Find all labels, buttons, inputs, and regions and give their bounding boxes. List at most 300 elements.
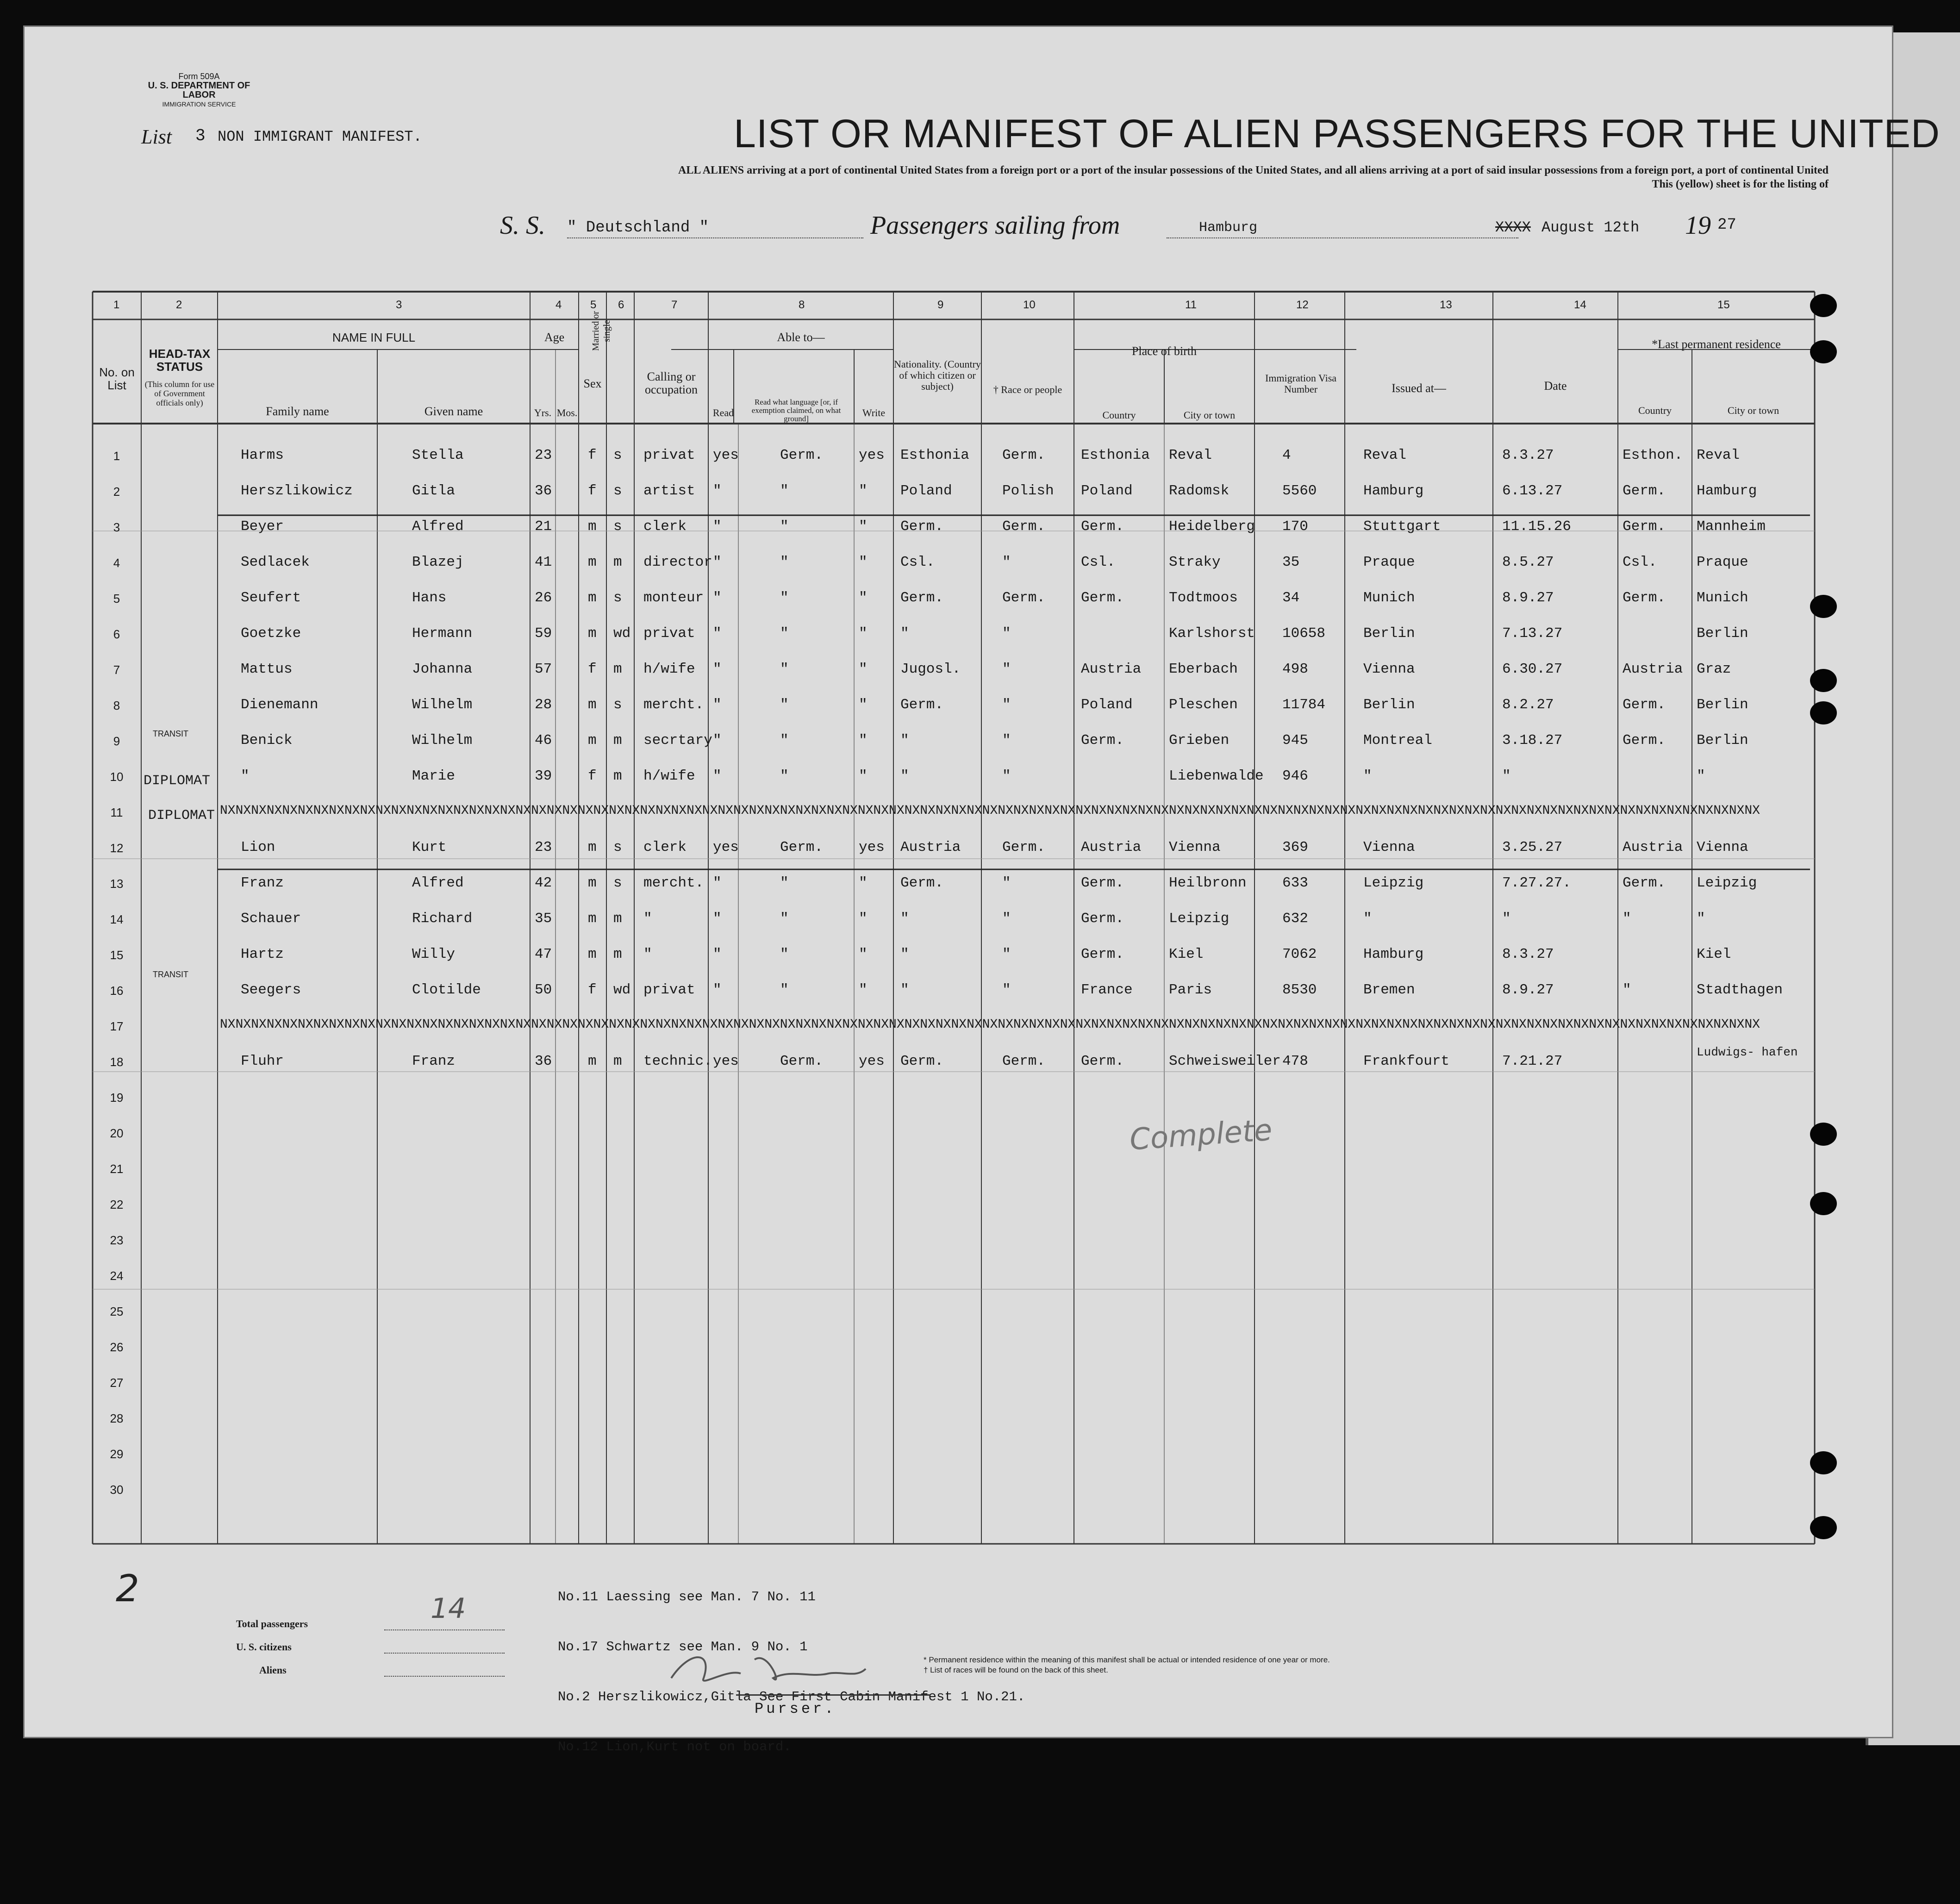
date-cell: 7.21.27 [1502,1053,1563,1069]
given-name-cell: Hans [412,590,447,606]
residence-city-cell: Praque [1697,554,1748,570]
marital-status-cell: s [613,590,622,606]
occupation-cell: monteur [643,590,704,606]
date-cell: 3.18.27 [1502,732,1563,749]
family-name-cell: Schauer [241,911,301,927]
cancelled-row: NXNXNXNXNXNXNXNXNXNXNXNXNXNXNXNXNXNXNXNXNXNXNXNXNXNXNXNXNXNXNXNXNXNXNXNXNXNXNXNXNXNXNXNXNXNXNXNXNXNXNXNXNXNXNXNXNXNXNXNXNXNXNXNXNXNXNXNXNXNXNXNXNXNXNXNXNXNXNXNXNXNXNXNXNXNXNXNXNXNXNXNXNXNXNXNXNXNXNX [220,1018,1760,1032]
race-cell: " [1002,732,1011,749]
residence-city-cell: Mannheim [1697,518,1766,535]
age-cell: 41 [535,554,552,570]
family-name-cell: Harms [241,447,284,463]
family-name-cell: Dienemann [241,697,318,713]
write-cell: " [859,732,868,749]
residence-city-cell: Ludwigs- hafen [1697,1045,1798,1059]
col-number: 7 [671,299,678,311]
nationality-cell: " [900,946,909,962]
row-number: 2 [113,485,120,499]
language-cell: " [780,982,789,998]
nationality-cell: Jugosl. [900,661,961,677]
write-cell: " [859,483,868,499]
purser-label: Purser. [755,1700,836,1717]
race-cell: Polish [1002,483,1054,499]
write-cell: " [859,661,868,677]
issued-at-cell: Hamburg [1363,483,1424,499]
given-name-cell: Marie [412,768,456,784]
birth-city-cell: Radomsk [1169,483,1230,499]
visa-number-cell: 945 [1282,732,1308,749]
nationality-cell: Csl. [900,554,935,570]
language-cell: " [780,590,789,606]
family-name-cell: Fluhr [241,1053,284,1069]
family-name-cell: " [241,768,250,784]
footnote-star: * Permanent residence within the meaning of this manifest shall be actual or intended residence of one year or more. [924,1655,1330,1664]
residence-city-cell: Stadthagen [1697,982,1783,998]
row-number: 8 [113,699,120,712]
birth-country-cell: Germ. [1081,590,1124,606]
footnote-dagger: † List of races will be found on the back of this sheet. [924,1666,1108,1674]
birth-country-cell: Esthonia [1081,447,1150,463]
nationality-cell: " [900,911,909,927]
sex-cell: m [588,590,597,606]
issued-at-cell: Reval [1363,447,1407,463]
marital-status-cell: s [613,839,622,855]
header-sex: Sex [583,377,602,390]
language-cell: " [780,518,789,535]
row-number: 7 [113,663,120,677]
age-cell: 35 [535,911,552,927]
header-birth-city: City or town [1183,409,1236,421]
row-number: 24 [110,1269,124,1283]
visa-number-cell: 35 [1282,554,1300,570]
marital-status-cell: s [613,518,622,535]
row-number: 18 [110,1055,124,1069]
write-cell: " [859,590,868,606]
header-able-to: Able to— [777,331,825,344]
issued-at-cell: Hamburg [1363,946,1424,962]
family-name-cell: Seufert [241,590,301,606]
header-residence-country: Country [1638,405,1672,416]
nationality-cell: " [900,732,909,749]
residence-country-cell: " [1623,911,1631,927]
cancelled-row: NXNXNXNXNXNXNXNXNXNXNXNXNXNXNXNXNXNXNXNXNXNXNXNXNXNXNXNXNXNXNXNXNXNXNXNXNXNXNXNXNXNXNXNXNXNXNXNXNXNXNXNXNXNXNXNXNXNXNXNXNXNXNXNXNXNXNXNXNXNXNXNXNXNXNXNXNXNXNXNXNXNXNXNXNXNXNXNXNXNXNXNXNXNXNXNXNXNXNX [220,804,1760,818]
birth-city-cell: Leipzig [1169,911,1230,927]
family-name-cell: Goetzke [241,625,301,642]
date-cell: " [1502,768,1511,784]
write-cell: " [859,946,868,962]
binder-hole [1810,595,1837,618]
write-cell: " [859,554,868,570]
language-cell: " [780,768,789,784]
visa-number-cell: 946 [1282,768,1308,784]
date-cell: 8.3.27 [1502,447,1554,463]
footnote-legend [924,1655,1479,1675]
total-passengers-label: Total passengers [236,1618,308,1629]
read-cell: " [713,661,722,677]
visa-number-cell: 369 [1282,839,1308,855]
sex-cell: m [588,518,597,535]
sex-cell: m [588,554,597,570]
row-number: 10 [110,770,124,784]
occupation-cell: h/wife [643,768,695,784]
write-cell: yes [859,839,885,855]
occupation-cell: " [643,946,652,962]
race-cell: " [1002,554,1011,570]
visa-number-cell: 11784 [1282,697,1326,713]
age-cell: 50 [535,982,552,998]
birth-country-cell: Germ. [1081,732,1124,749]
col-number: 14 [1574,299,1586,311]
visa-number-cell: 170 [1282,518,1308,535]
row-number: 4 [113,556,120,570]
date-cell: 8.9.27 [1502,590,1554,606]
birth-country-cell: Germ. [1081,875,1124,891]
issued-at-cell: Montreal [1363,732,1432,749]
header-last-residence: *Last permanent residence [1652,337,1781,351]
row-number: 5 [113,592,120,606]
occupation-cell: clerk [643,839,687,855]
write-cell: " [859,697,868,713]
department-label: U. S. DEPARTMENT OF LABOR [148,81,250,100]
residence-city-cell: Leipzig [1697,875,1757,891]
header-family-name: Family name [266,405,329,418]
occupation-cell: secrtary [643,732,712,749]
occupation-cell: privat [643,447,695,463]
read-cell: " [713,982,722,998]
footnote-17: No.17 Schwartz see Man. 9 No. 1 [558,1639,808,1654]
occupation-cell: mercht. [643,875,704,891]
date-cell: " [1502,911,1511,927]
given-name-cell: Johanna [412,661,473,677]
race-cell: " [1002,661,1011,677]
birth-country-cell: Csl. [1081,554,1116,570]
row-number: 23 [110,1233,124,1247]
service-label: IMMIGRATION SERVICE [162,100,236,108]
sex-cell: m [588,625,597,642]
race-cell: " [1002,911,1011,927]
residence-city-cell: Berlin [1697,732,1748,749]
residence-country-cell: Esthon. [1623,447,1683,463]
handwritten-complete: Complete [1128,1113,1273,1157]
residence-city-cell: Berlin [1697,625,1748,642]
marital-status-cell: m [613,946,622,962]
binder-hole [1810,701,1837,724]
given-name-cell: Wilhelm [412,732,473,749]
visa-number-cell: 4 [1282,447,1291,463]
race-cell: Germ. [1002,518,1046,535]
us-citizens-label: U. S. citizens [236,1641,292,1653]
issued-at-cell: " [1363,768,1372,784]
binder-hole [1810,669,1837,692]
row-number: 3 [113,520,120,534]
col-number: 2 [176,299,182,311]
visa-number-cell: 498 [1282,661,1308,677]
col-number: 9 [937,299,944,311]
row-number: 9 [113,734,120,748]
row-number: 13 [110,877,124,891]
nationality-cell: Germ. [900,1053,944,1069]
residence-country-cell: Germ. [1623,732,1666,749]
date-cell: 6.13.27 [1502,483,1563,499]
sex-cell: m [588,1053,597,1069]
date-cell: 11.15.26 [1502,518,1571,535]
us-citizens-line [384,1653,505,1654]
given-name-cell: Alfred [412,518,464,535]
header-no-on-list: No. on List [99,365,135,392]
ship-name: " Deutschland " [567,219,709,237]
transit-stamp: TRANSIT [153,729,189,738]
sex-cell: f [588,768,597,784]
residence-city-cell: Hamburg [1697,483,1757,499]
residence-country-cell: Germ. [1623,518,1666,535]
read-cell: " [713,483,722,499]
birth-city-cell: Heilbronn [1169,875,1247,891]
marital-status-cell: s [613,697,622,713]
marital-status-cell: m [613,911,622,927]
birth-city-cell: Paris [1169,982,1212,998]
header-nationality: Nationality. (Country of which citizen or subject) [894,358,981,392]
read-cell: yes [713,1053,739,1069]
write-cell: " [859,911,868,927]
family-name-cell: Franz [241,875,284,891]
read-cell: " [713,875,722,891]
purser-signature [662,1641,875,1697]
header-issued-at: Issued at— [1392,381,1446,395]
sex-cell: m [588,839,597,855]
occupation-cell: mercht. [643,697,704,713]
col-number: 4 [556,299,562,311]
race-cell: Germ. [1002,447,1046,463]
sex-cell: m [588,911,597,927]
language-cell: " [780,661,789,677]
marital-status-cell: s [613,483,622,499]
given-name-cell: Franz [412,1053,456,1069]
visa-number-cell: 633 [1282,875,1308,891]
birth-city-cell: Straky [1169,554,1221,570]
language-cell: Germ. [780,1053,824,1069]
occupation-cell: clerk [643,518,687,535]
given-name-cell: Stella [412,447,464,463]
birth-city-cell: Heidelberg [1169,518,1255,535]
col-number: 13 [1440,299,1452,311]
date-cell: 6.30.27 [1502,661,1563,677]
form-number: Form 509A [178,72,220,81]
occupation-cell: privat [643,625,695,642]
marital-status-cell: wd [613,982,631,998]
language-cell: " [780,625,789,642]
nationality-cell: Germ. [900,590,944,606]
row-number: 15 [110,948,124,962]
birth-country-cell: Austria [1081,839,1142,855]
age-cell: 23 [535,447,552,463]
row-number: 17 [110,1019,124,1033]
list-number: 3 [195,126,206,145]
residence-city-cell: Munich [1697,590,1748,606]
write-cell: " [859,625,868,642]
residence-city-cell: Reval [1697,447,1740,463]
issued-at-cell: Berlin [1363,697,1415,713]
age-cell: 21 [535,518,552,535]
col-number: 6 [618,299,624,311]
birth-city-cell: Pleschen [1169,697,1238,713]
col-number: 1 [113,299,120,311]
sailing-from: Hamburg [1199,220,1258,236]
date-cell: 8.5.27 [1502,554,1554,570]
row-number: 1 [113,449,120,463]
write-cell: " [859,982,868,998]
birth-country-cell: Germ. [1081,946,1124,962]
age-cell: 57 [535,661,552,677]
row-number: 20 [110,1126,124,1140]
residence-country-cell: Germ. [1623,697,1666,713]
age-cell: 28 [535,697,552,713]
issued-at-cell: Frankfourt [1363,1053,1450,1069]
residence-city-cell: Berlin [1697,697,1748,713]
marital-status-cell: m [613,554,622,570]
birth-city-cell: Reval [1169,447,1212,463]
sailing-date-struck: XXXX [1495,219,1531,236]
language-cell: " [780,911,789,927]
row-number: 27 [110,1376,124,1390]
total-passengers-value: 14 [431,1592,466,1625]
row-number: 11 [110,805,123,819]
issued-at-cell: Vienna [1363,661,1415,677]
header-residence-city: City or town [1727,405,1779,416]
occupation-cell: technic. [643,1053,712,1069]
header-visa-number: Immigration Visa Number [1265,372,1337,395]
birth-city-cell: Eberbach [1169,661,1238,677]
read-cell: " [713,554,722,570]
residence-country-cell: Csl. [1623,554,1657,570]
nationality-cell: Poland [900,483,952,499]
residence-country-cell: Germ. [1623,875,1666,891]
nationality-cell: Germ. [900,697,944,713]
row-number: 14 [110,912,124,926]
language-cell: Germ. [780,447,824,463]
header-head-tax: HEAD-TAX STATUS [149,347,211,374]
read-cell: " [713,625,722,642]
col-number: 3 [396,299,402,311]
birth-country-cell: Austria [1081,661,1142,677]
birth-city-cell: Vienna [1169,839,1221,855]
row-number: 30 [110,1483,124,1497]
marital-status-cell: m [613,661,622,677]
col-number: 5 [590,299,597,311]
visa-number-cell: 34 [1282,590,1300,606]
language-cell: " [780,732,789,749]
family-name-cell: Beyer [241,518,284,535]
row-number: 6 [113,627,120,641]
given-name-cell: Wilhelm [412,697,473,713]
sex-cell: m [588,697,597,713]
issued-at-cell: " [1363,911,1372,927]
birth-country-cell: Poland [1081,697,1133,713]
header-write: Write [862,407,886,418]
marital-status-cell: wd [613,625,631,642]
marital-status-cell: s [613,875,622,891]
write-cell: " [859,518,868,535]
read-cell: " [713,768,722,784]
col-number: 11 [1185,299,1197,311]
race-cell: Germ. [1002,1053,1046,1069]
age-cell: 23 [535,839,552,855]
col-number: 8 [799,299,805,311]
year-prefix: 19 [1685,211,1711,240]
sex-cell: m [588,732,597,749]
write-cell: yes [859,1053,885,1069]
nationality-cell: Germ. [900,875,944,891]
ship-label: S. S. [500,211,545,240]
nationality-cell: " [900,982,909,998]
sex-cell: f [588,447,597,463]
age-cell: 47 [535,946,552,962]
read-cell: yes [713,839,739,855]
language-cell: " [780,875,789,891]
read-cell: yes [713,447,739,463]
marital-status-cell: m [613,768,622,784]
read-cell: " [713,697,722,713]
occupation-cell: " [643,911,652,927]
sex-cell: f [588,483,597,499]
occupation-cell: artist [643,483,695,499]
aliens-line [384,1676,505,1677]
residence-country-cell: Austria [1623,839,1683,855]
issued-at-cell: Stuttgart [1363,518,1441,535]
row-number: 26 [110,1340,124,1354]
nationality-cell: Esthonia [900,447,969,463]
age-cell: 59 [535,625,552,642]
residence-city-cell: " [1697,911,1705,927]
occupation-cell: director [643,554,712,570]
language-cell: " [780,483,789,499]
family-name-cell: Lion [241,839,275,855]
visa-number-cell: 7062 [1282,946,1317,962]
footnote-2: No.2 Herszlikowicz,Gitla See First Cabin Manifest 1 No.21. [558,1689,1025,1704]
row-number: 12 [110,841,124,855]
manifest-sheet [23,25,1941,1754]
residence-country-cell: Austria [1623,661,1683,677]
col-number: 15 [1717,299,1730,311]
header-place-of-birth: Place of birth [1131,344,1197,358]
race-cell: " [1002,768,1011,784]
nationality-cell: Germ. [900,518,944,535]
sex-cell: f [588,982,597,998]
date-cell: 7.13.27 [1502,625,1563,642]
issued-at-cell: Berlin [1363,625,1415,642]
read-cell: " [713,518,722,535]
col-number: 12 [1296,299,1309,311]
marital-status-cell: m [613,1053,622,1069]
date-cell: 7.27.27. [1502,875,1571,891]
birth-city-cell: Todtmoos [1169,590,1238,606]
marital-status-cell: m [613,732,622,749]
family-name-cell: Sedlacek [241,554,310,570]
occupation-cell: privat [643,982,695,998]
language-cell: Germ. [780,839,824,855]
read-cell: " [713,911,722,927]
header-name-in-full: NAME IN FULL [332,331,416,344]
header-head-tax-note: (This column for use of Government officials only) [144,380,215,407]
given-name-cell: Blazej [412,554,464,570]
birth-city-cell: Kiel [1169,946,1204,962]
visa-number-cell: 632 [1282,911,1308,927]
issued-at-cell: Vienna [1363,839,1415,855]
subtitle-line-1: ALL ALIENS arriving at a port of continental United States from a foreign port or a port of the insular possessions of the United States, and all aliens arriving at a port of said insular possessions from a foreign port, a port of continental United [678,164,1829,176]
birth-country-cell: France [1081,982,1133,998]
binder-hole [1810,1451,1837,1474]
residence-country-cell: Germ. [1623,590,1666,606]
row-number: 29 [110,1447,124,1461]
manifest-type: NON IMMIGRANT MANIFEST. [218,128,422,145]
